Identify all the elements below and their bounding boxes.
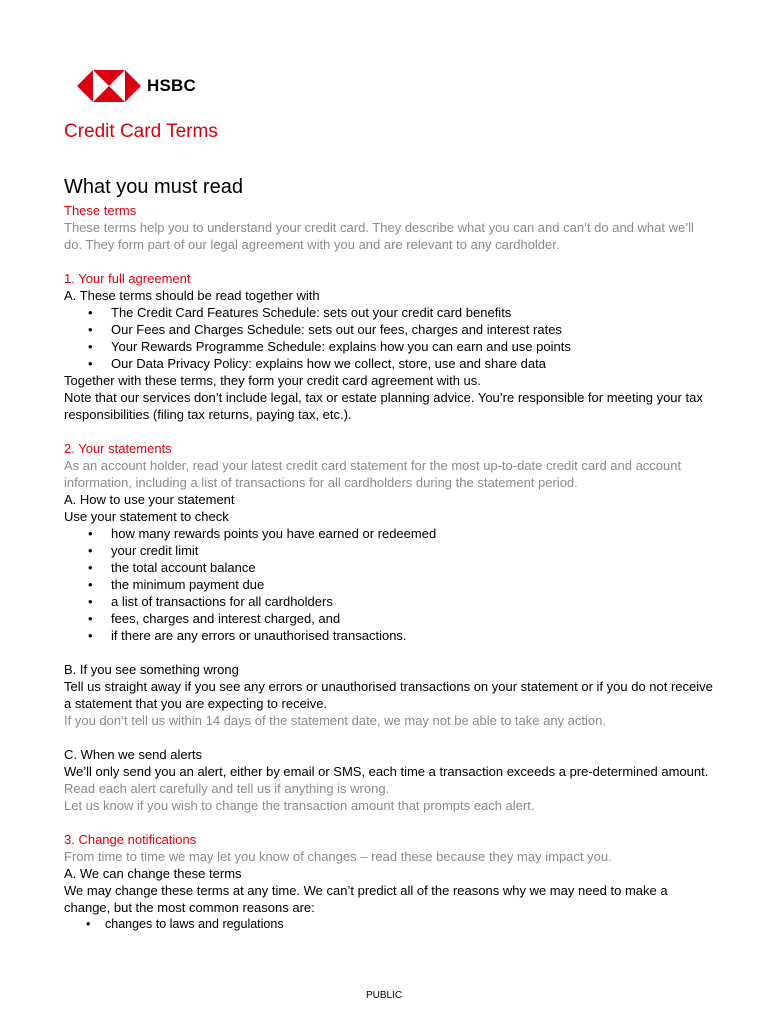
agreement-list: [64, 304, 714, 372]
list-item: • Our Data Privacy Policy: explains how we collect, store, use and share data: [64, 355, 714, 372]
agreement-together: Together with these terms, they form your credit card agreement with us.: [64, 373, 481, 388]
change-terms-title: A. We can change these terms: [64, 866, 242, 881]
statement-use-intro: Use your statement to check: [64, 509, 229, 524]
these-terms-title: These terms: [64, 203, 137, 218]
alerts-title: C. When we send alerts: [64, 747, 203, 762]
list-item: • fees, charges and interest charged, and: [64, 610, 714, 627]
list-item: • a list of transactions for all cardholders: [64, 593, 714, 610]
changes-title: 3. Change notifications: [64, 832, 197, 847]
statement-check-list: [64, 525, 714, 644]
section-heading: What you must read: [64, 176, 243, 198]
alerts-note-read: Read each alert carefully and tell us if anything is wrong.: [64, 781, 390, 796]
list-item: • Your Rewards Programme Schedule: explains how you can earn and use points: [64, 338, 714, 355]
these-terms-body: These terms help you to understand your credit card. They describe what you can and can’t do and what we’ll do. They form part of our legal agreement with you and are relevant to any cardholder.: [64, 220, 694, 252]
something-wrong-note: If you don’t tell us within 14 days of the statement date, we may not be able to take any action.: [64, 713, 606, 728]
agreement-intro: A. These terms should be read together with: [64, 288, 320, 303]
something-wrong-body: Tell us straight away if you see any errors or unauthorised transactions on your statement or if you do not receive a statement that you are expecting to receive.: [64, 679, 713, 711]
page-classification-footer: PUBLIC: [365, 990, 403, 1001]
statements-title: 2. Your statements: [64, 441, 172, 456]
change-reasons-list: [64, 916, 714, 933]
something-wrong-title: B. If you see something wrong: [64, 662, 239, 677]
statement-use-title: A. How to use your statement: [64, 492, 235, 507]
list-item: • the total account balance: [64, 559, 714, 576]
list-item: • changes to laws and regulations: [64, 916, 714, 933]
list-item: • if there are any errors or unauthorised transactions.: [64, 627, 714, 644]
terms-content: [64, 202, 714, 933]
list-item: • The Credit Card Features Schedule: sets out your credit card benefits: [64, 304, 714, 321]
alerts-note-change: Let us know if you wish to change the transaction amount that prompts each alert.: [64, 798, 535, 813]
list-item: • the minimum payment due: [64, 576, 714, 593]
alerts-body: We’ll only send you an alert, either by email or SMS, each time a transaction exceeds a pre-determined amount.: [64, 764, 709, 779]
statements-intro: As an account holder, read your latest credit card statement for the most up-to-date credit card and account information, including a list of transactions for all cardholders during the statement period.: [64, 458, 682, 490]
list-item: • how many rewards points you have earned or redeemed: [64, 525, 714, 542]
hsbc-hexagon-icon: [77, 70, 141, 102]
list-item: • Our Fees and Charges Schedule: sets out our fees, charges and interest rates: [64, 321, 714, 338]
agreement-title: 1. Your full agreement: [64, 271, 191, 286]
agreement-note: Note that our services don’t include legal, tax or estate planning advice. You’re responsible for meeting your tax responsibilities (filing tax returns, paying tax, etc.).: [64, 390, 703, 422]
logo-wordmark: HSBC: [147, 76, 196, 95]
list-item: • your credit limit: [64, 542, 714, 559]
hsbc-logo: [77, 70, 196, 102]
changes-intro: From time to time we may let you know of changes – read these because they may impact you.: [64, 849, 612, 864]
change-terms-body: We may change these terms at any time. We can’t predict all of the reasons why we may need to make a change, but the most common reasons are:: [64, 883, 668, 915]
document-title: Credit Card Terms: [64, 121, 218, 142]
